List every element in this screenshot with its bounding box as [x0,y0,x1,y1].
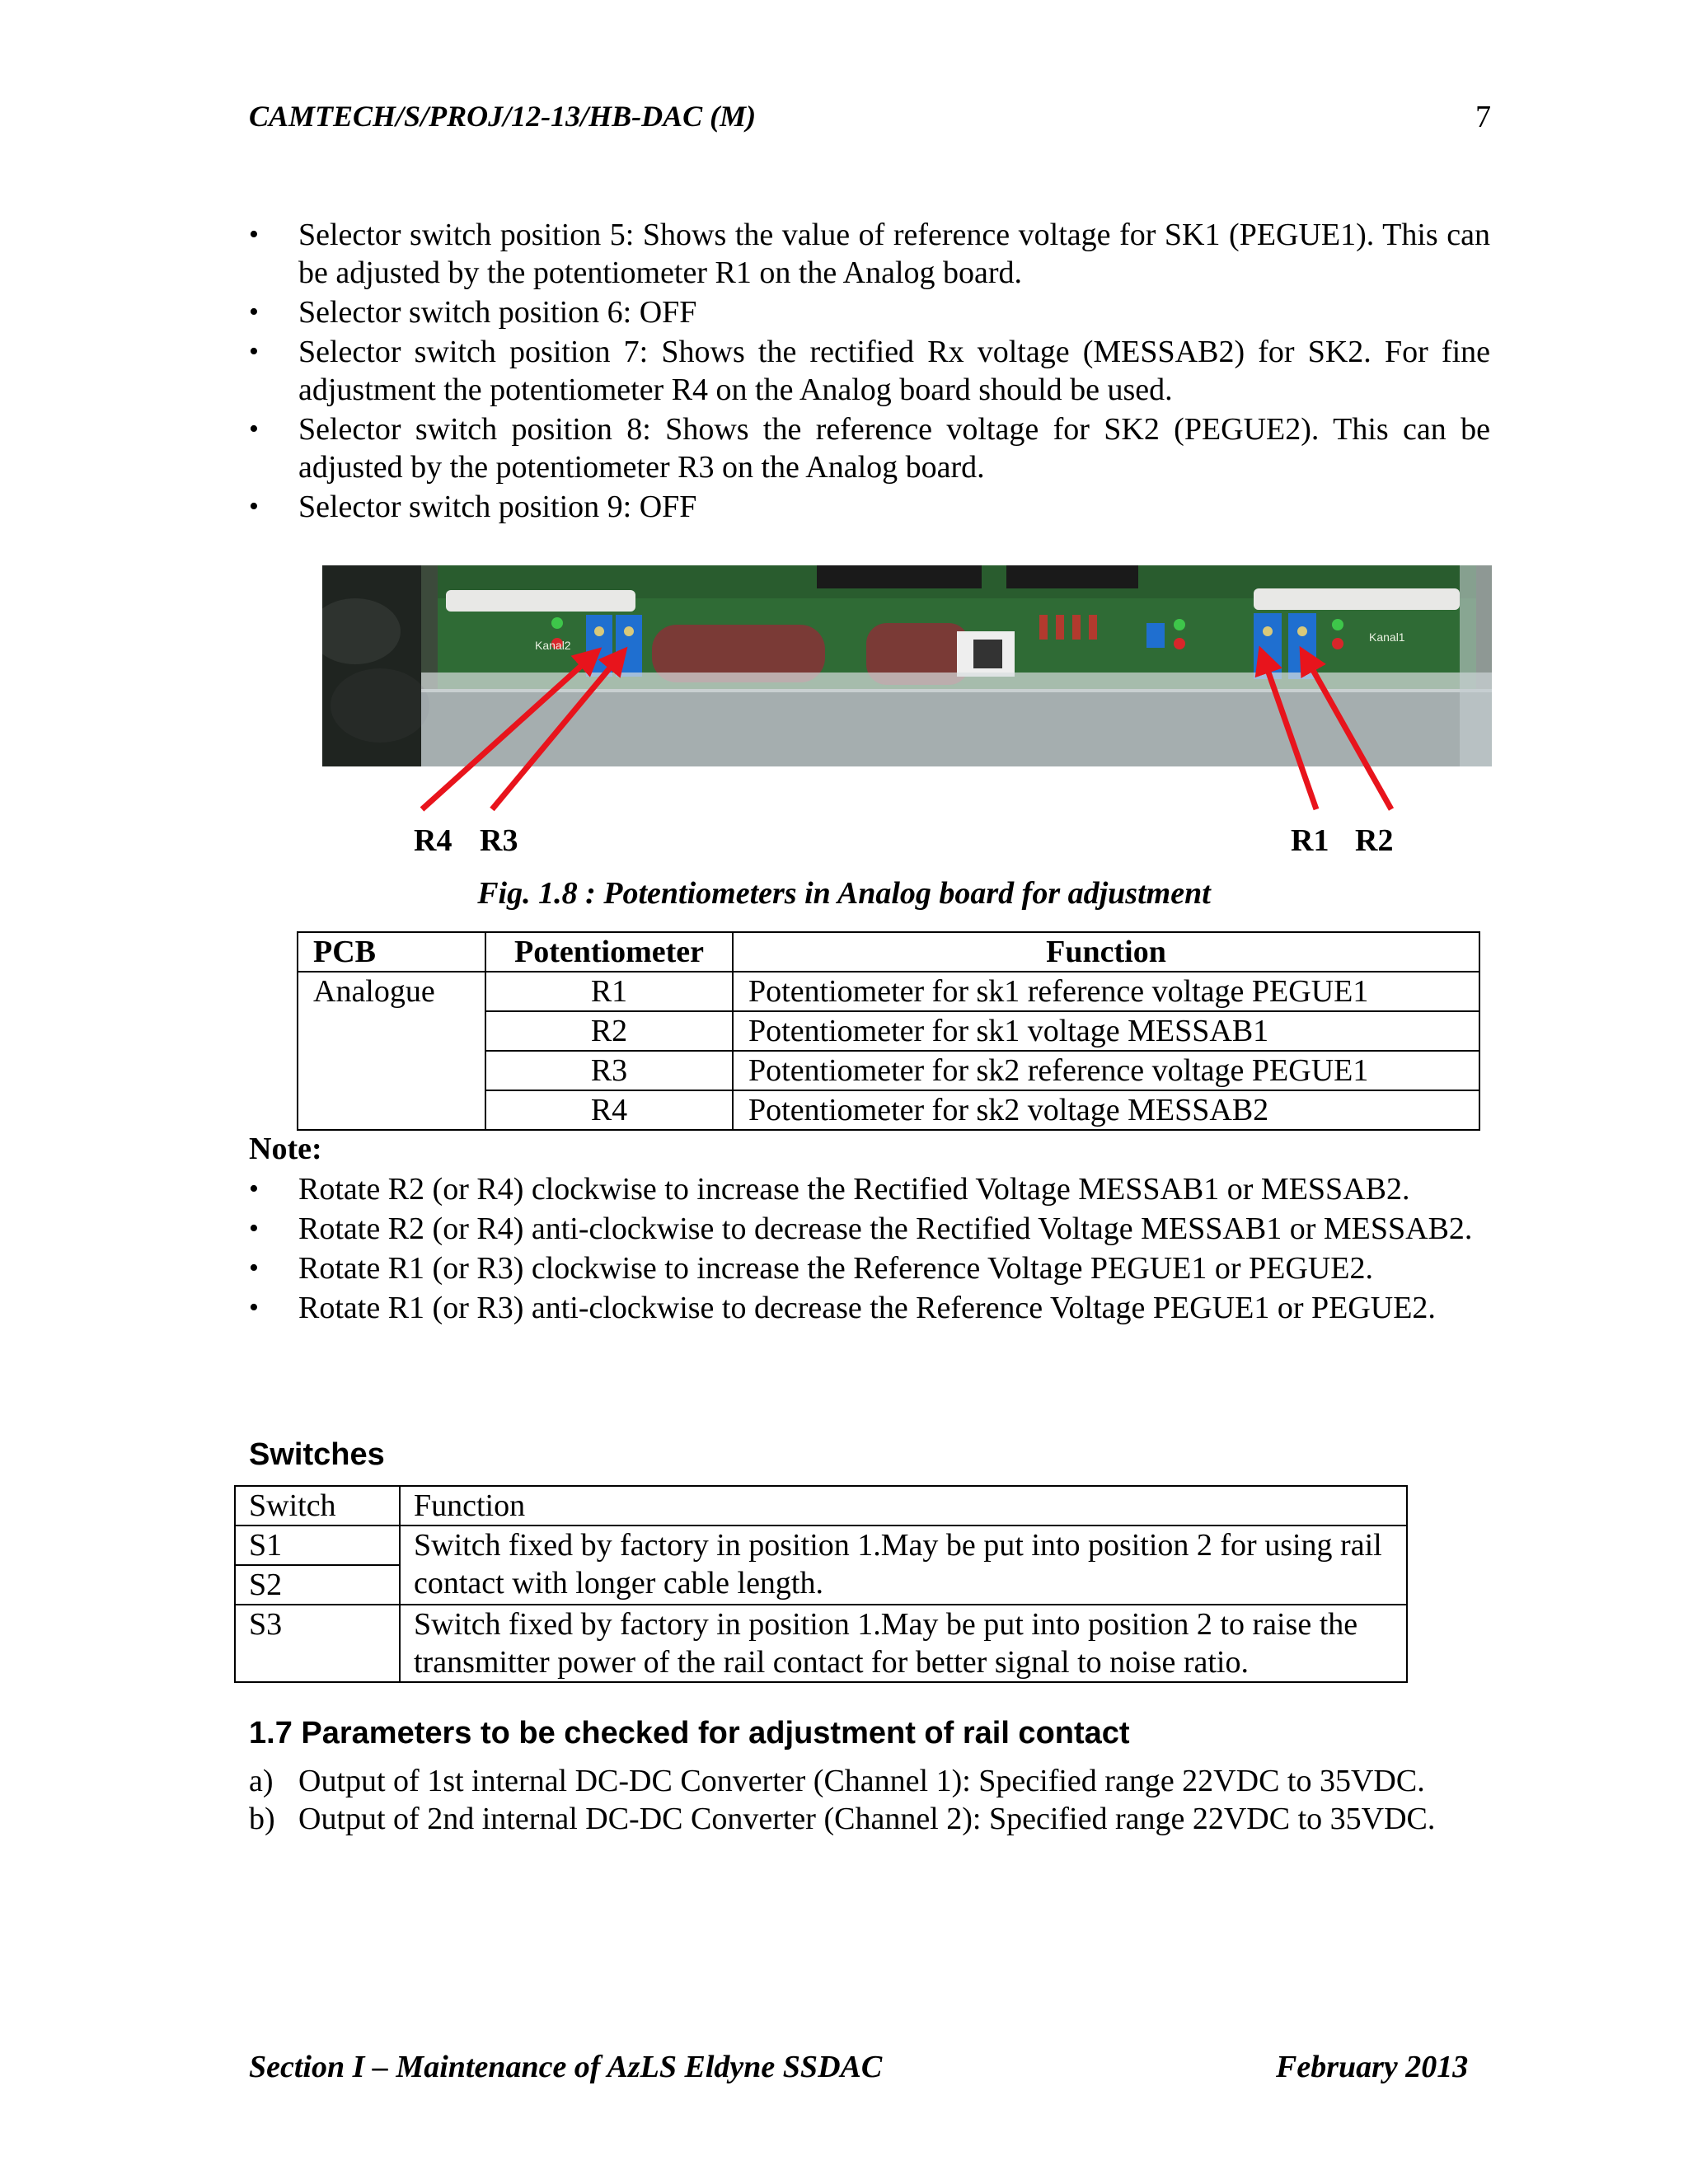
list-item: • Selector switch position 9: OFF [249,488,1490,526]
table-header-row [298,932,1479,972]
list-item: • Rotate R1 (or R3) anti-clockwise to decrease the Reference Voltage PEGUE1 or PEGUE2. [249,1289,1490,1327]
list-item: • Rotate R1 (or R3) clockwise to increase the Reference Voltage PEGUE1 or PEGUE2. [249,1249,1490,1287]
table-row [235,1526,1407,1565]
arrow-r2 [1302,651,1391,809]
item-text: Output of 1st internal DC-DC Converter (Channel 1): Specified range 22VDC to 35VDC. [298,1764,1425,1798]
label-r4: R4 [414,823,452,858]
pot-cell: R3 [485,1051,733,1090]
page-number: 7 [1475,100,1491,134]
pot-cell: R2 [485,1011,733,1051]
list-item: • Rotate R2 (or R4) clockwise to increase the Rectified Voltage MESSAB1 or MESSAB2. [249,1170,1490,1208]
list-item: • Selector switch position 6: OFF [249,293,1490,331]
pot-cell: R4 [485,1090,733,1130]
function-cell: Potentiometer for sk1 voltage MESSAB1 [733,1011,1479,1051]
switch-cell: S1 [235,1526,400,1565]
function-cell: Switch fixed by factory in position 1.May be put into position 2 to raise the transmitter power of the rail contact for better signal to noise ratio. [400,1605,1407,1682]
list-item [249,1800,1490,1838]
column-header: Function [400,1486,1407,1526]
list-item: • Selector switch position 8: Shows the reference voltage for SK2 (PEGUE2). This can be adjusted by the potentiometer R3 on the Analog board. [249,410,1490,486]
footer-date: February 2013 [1276,2050,1469,2084]
function-cell: Potentiometer for sk2 voltage MESSAB2 [733,1090,1479,1130]
pot-cell: R1 [485,972,733,1011]
column-header: Potentiometer [485,932,733,972]
table-header-row [235,1486,1407,1526]
footer-title: Section I – Maintenance of AzLS Eldyne SSDAC [249,2050,883,2084]
list-item: • Selector switch position 7: Shows the rectified Rx voltage (MESSAB2) for SK2. For fine adjustment the potentiometer R4 on the Analog board should be used. [249,333,1490,409]
arrow-r1 [1261,651,1316,809]
function-cell: Switch fixed by factory in position 1.May be put into position 2 for using rail contact with longer cable length. [400,1526,1407,1605]
item-text: Output of 2nd internal DC-DC Converter (Channel 2): Specified range 22VDC to 35VDC. [298,1802,1436,1836]
switches-table [234,1485,1408,1683]
column-header: Function [733,932,1479,972]
table-row [235,1605,1407,1682]
column-header: Switch [235,1486,400,1526]
kanal1-label: Kanal1 [1369,630,1405,644]
parameter-list [249,1762,1490,1838]
label-r3: R3 [480,823,518,858]
function-cell: Potentiometer for sk2 reference voltage PEGUE1 [733,1051,1479,1090]
list-item [249,1762,1490,1800]
list-item: • Rotate R2 (or R4) anti-clockwise to decrease the Rectified Voltage MESSAB1 or MESSAB2. [249,1210,1490,1248]
document-code: CAMTECH/S/PROJ/12-13/HB-DAC (M) [249,100,757,133]
switches-heading: Switches [249,1437,385,1472]
item-label: a) [249,1764,274,1798]
switch-cell: S2 [235,1565,400,1605]
label-r2: R2 [1355,823,1394,858]
kanal2-label: Kanal2 [535,639,571,652]
note-title: Note: [249,1132,322,1166]
item-label: b) [249,1802,275,1836]
table-row [298,972,1479,1011]
column-header: PCB [298,932,485,972]
pcb-cell: Analogue [298,972,485,1130]
function-cell: Potentiometer for sk1 reference voltage PEGUE1 [733,972,1479,1011]
label-r1: R1 [1291,823,1329,858]
switch-cell: S3 [235,1605,400,1682]
pointer-arrows [0,0,1688,907]
potentiometer-table [297,931,1480,1131]
list-item: • Selector switch position 5: Shows the value of reference voltage for SK1 (PEGUE1). This can be adjusted by the potentiometer R1 on the Analog board. [249,216,1490,292]
figure-caption: Fig. 1.8 : Potentiometers in Analog board for adjustment [477,876,1211,911]
note-list [249,1170,1490,1329]
section-heading: 1.7 Parameters to be checked for adjustment of rail contact [249,1716,1130,1750]
